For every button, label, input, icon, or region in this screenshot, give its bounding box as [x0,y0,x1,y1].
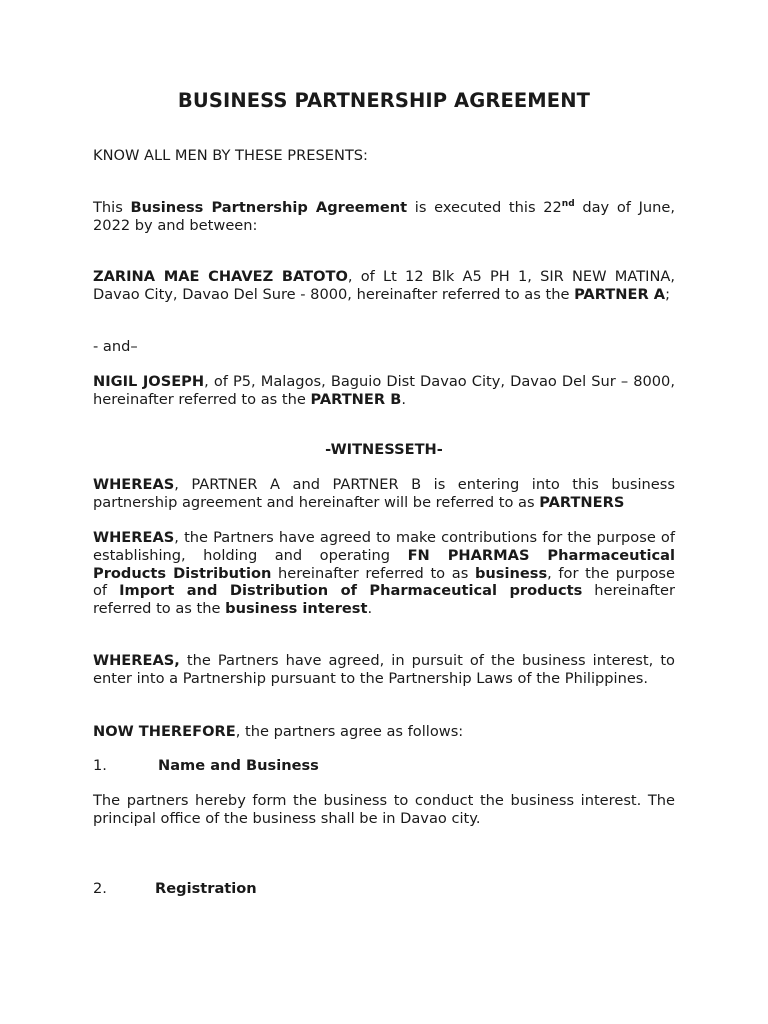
intro-text-3: day of June, 2022 by and between: [93,199,675,234]
partners-term: PARTNERS [539,493,625,511]
whereas-paragraph-3 [93,652,675,688]
whereas-2-text-5: . [367,600,373,618]
partner-b-paragraph [93,373,675,409]
whereas-2-text-1: , the Partners have agreed to make contributions for the purpose of establishing, holding and operating [93,529,675,564]
whereas-2-text-3: , for the purpose of [93,564,676,600]
preamble: KNOW ALL MEN BY THESE PRESENTS: [93,147,368,164]
section-1-heading: Name and Business [158,757,319,774]
and-line: - and– [93,338,138,355]
witnesseth-heading [0,441,768,459]
whereas-2-text-4: hereinafter referred to as the [93,582,675,618]
now-therefore-text: , the partners agree as follows: [235,723,464,740]
intro-text-2: is executed this 22 [407,199,562,216]
partner-b-name: NIGIL JOSEPH [93,373,205,390]
agreement-name: Business Partnership Agreement [130,199,408,216]
partner-a-label: PARTNER A [574,285,666,303]
company-name: FN PHARMAS Pharmaceutical Products Distribution [93,546,675,582]
partner-b-address: , of P5, Malagos, Baguio Dist Davao City, Davao Del Sur – 8000, hereinafter referred to as the [93,373,675,408]
whereas-1-keyword: WHEREAS [93,476,175,493]
witnesseth-text: -WITNESSETH- [325,441,443,458]
intro-text-1: This [93,199,131,216]
now-therefore-paragraph [93,723,675,741]
section-1-body: The partners hereby form the business to conduct the business interest. The principal office of the business shall be in Davao city. [93,792,675,827]
business-term: business [474,564,548,582]
whereas-3-keyword: WHEREAS, [93,652,180,669]
partner-a-name: ZARINA MAE CHAVEZ BATOTO [93,268,348,285]
whereas-paragraph-2 [93,529,675,618]
whereas-3-text: the Partners have agreed, in pursuit of the business interest, to enter into a Partnership pursuant to the Partnership Laws of the Philippines. [93,652,675,687]
section-2-heading: Registration [155,880,257,897]
document-title: BUSINESS PARTNERSHIP AGREEMENT [177,89,591,112]
ordinal-suffix: nd [561,199,575,209]
partner-b-end: . [401,390,406,408]
partner-a-paragraph [93,268,675,304]
section-2-number: 2. [93,880,107,897]
section-1-number: 1. [93,757,107,774]
whereas-2-keyword: WHEREAS [93,529,175,546]
whereas-2-text-2: hereinafter referred to as [271,564,475,582]
business-interest-term: business interest [225,600,368,618]
purpose-term: Import and Distribution of Pharmaceutical products [119,582,583,600]
whereas-paragraph-1 [93,476,675,512]
partner-a-end: ; [665,285,670,303]
partner-a-address: , of Lt 12 Blk A5 PH 1, SIR NEW MATINA, Davao City, Davao Del Sure - 8000, hereinafter referred to as the [93,268,675,303]
now-therefore-keyword: NOW THEREFORE [93,723,236,740]
intro-paragraph [93,199,675,235]
whereas-1-text: , PARTNER A and PARTNER B is entering into this business partnership agreement and hereinafter will be referred to as [93,476,675,511]
partner-b-label: PARTNER B [310,390,402,408]
